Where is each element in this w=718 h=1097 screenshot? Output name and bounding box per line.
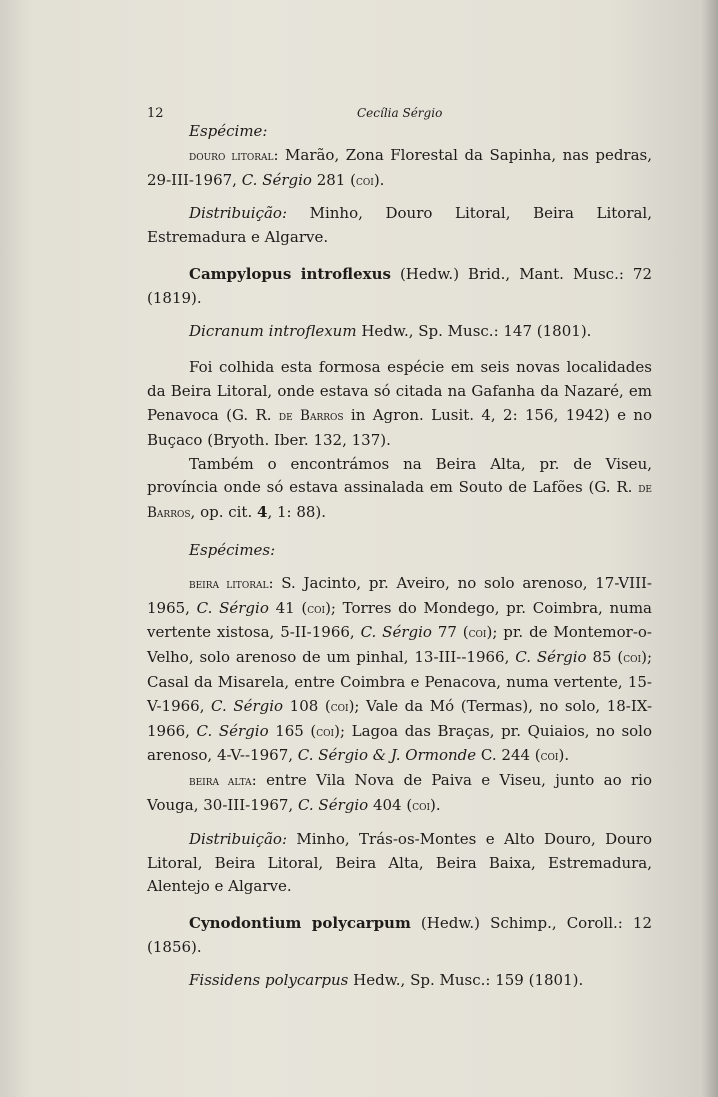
species-name: Cynodontium polycarpum — [189, 914, 411, 933]
page-number: 12 — [147, 106, 164, 121]
collector: C. Sérgio — [297, 795, 369, 814]
author-barros: Barros — [147, 505, 191, 522]
specimen-heading: Espécime: — [189, 122, 268, 140]
running-head-author: Cecília Sérgio — [357, 106, 443, 120]
synonym-name: Fissidens polycarpus — [189, 970, 349, 989]
page-gutter-shadow — [0, 0, 30, 1097]
specimen-douro-litoral: douro litoral: Marão, Zona Florestal da Sapinha, nas pedras, 29-III-1967, C. Sérgio 281 (coi). — [147, 145, 653, 189]
species-entry-campylopus: Campylopus introflexus (Hedw.) Brid., Mant. Musc.: 72 (1819). — [147, 264, 652, 307]
distribution-label: Distribuição: — [189, 204, 288, 223]
herbarium-code: coi — [412, 797, 431, 814]
region-label: douro litoral — [189, 147, 274, 164]
species-entry-cynodontium: Cynodontium polycarpum (Hedw.) Schimp., Coroll.: 12 (1856). — [147, 914, 652, 956]
specimens-heading: Espécimes: — [189, 540, 276, 559]
region-label: beira alta — [189, 773, 252, 790]
author-barros: Barros — [300, 407, 344, 424]
synonym-dicranum: Dicranum introflexum Hedw., Sp. Musc.: 147 (1801). — [189, 321, 592, 340]
distribution-paragraph: Distribuição: Minho, Douro Litoral, Beira Litoral, Estremadura e Algarve. — [147, 204, 652, 247]
page-text — [147, 98, 652, 993]
discussion-paragraph-1: Foi colhida esta formosa espécie em seis novas localidades da Beira Litoral, onde estava só citada na Gafanha da Nazaré, em Penavoca (G. R. de Barros in Agron. Lusit. 4, 2: 156, 1942) e no Buçaco (Bryoth. Iber. 132, 137). — [147, 358, 652, 449]
species-name: Campylopus introflexus — [189, 264, 391, 283]
specimens-beira-litoral: beira litoral: S. Jacinto, pr. Aveiro, no solo arenoso, 17-VIII-1965, C. Sérgio 41 (coi); Torres do Mondego, pr. Coimbra, numa vertente xistosa, 5-II-1966, C. Sérgio 77 (coi); pr. de Montemor-o-Velho, solo arenoso de um pinhal, 13-III--1966, C. Sérgio 85 (coi); Casal da Misarela, entre Coimbra e Penacova, numa vertente, 15-V-1966, C. Sérgio 108 (coi); Vale da Mó (Termas), no solo, 18-IX-1966, C. Sérgio 165 (coi); Lagoa das Braças, pr. Quiaios, no solo arenoso, 4-V--1967, C. Sérgio & J. Ormonde C. 244 (coi). — [147, 573, 653, 765]
specimens-beira-alta: beira alta: entre Vila Nova de Paiva e Viseu, junto ao rio Vouga, 30-III-1967, C. Sérgio 404 (coi). — [147, 771, 652, 814]
distribution-label: Distribuição: — [189, 829, 288, 848]
region-label: beira litoral — [189, 575, 269, 592]
page-edge-shadow — [700, 0, 718, 1097]
synonym-fissidens: Fissidens polycarpus Hedw., Sp. Musc.: 159 (1801). — [189, 970, 584, 989]
collector: C. Sérgio — [241, 170, 312, 189]
herbarium-code: coi — [355, 172, 374, 189]
discussion-paragraph-2: Também o encontrámos na Beira Alta, pr. de Viseu, província onde só estava assinalada em Souto de Lafões (G. R. de Barros, op. cit. 4, 1: 88). — [147, 454, 652, 522]
running-header — [147, 98, 652, 121]
distribution-paragraph-2: Distribuição: Minho, Trás-os-Montes e Alto Douro, Douro Litoral, Beira Litoral, Beira Alta, Beira Baixa, Estremadura, Alentejo e Algarve. — [147, 829, 652, 896]
volume-number: 4 — [257, 503, 268, 522]
synonym-name: Dicranum introflexum — [189, 321, 357, 340]
